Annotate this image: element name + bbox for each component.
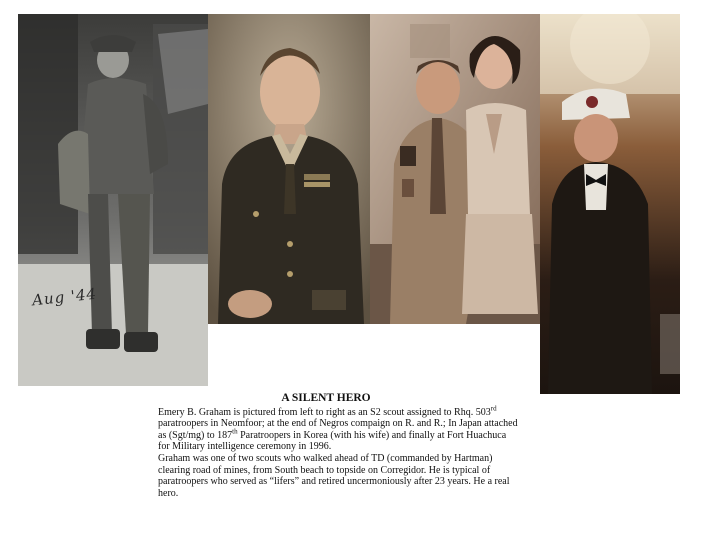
- caption-line: Graham was one of two scouts who walked ahead of TD (commanded by Hartman): [158, 452, 493, 464]
- caption-line: paratroopers who served as “lifers” and retired uncermoniously after 23 years. He a real: [158, 476, 510, 488]
- caption-line: clearing road of mines, from South beach to topside on Corregidor. He is typical of: [158, 464, 491, 476]
- caption-superscript: rd: [490, 404, 497, 413]
- caption-superscript: th: [232, 427, 238, 436]
- photo-date-handwriting: Aug '44: [31, 284, 98, 310]
- scout-photo-image: [18, 14, 208, 386]
- scout-photo: [18, 14, 208, 386]
- caption-text: as (Sgt/mg) to 187: [158, 429, 233, 441]
- caption-line: [158, 404, 564, 419]
- caption-title: A SILENT HERO: [281, 392, 371, 404]
- caption-text: Emery B. Graham is pictured from left to right as an S2 scout assigned to Rhq. 503: [158, 406, 491, 418]
- portrait-photo-image: [208, 14, 370, 324]
- caption-block: [158, 393, 564, 499]
- caption-line: paratroopers in Neomfoor; at the end of Negros compaign on R. and R.; In Japan attached: [158, 418, 518, 430]
- portrait-photo: [208, 14, 370, 324]
- ceremony-photo: [540, 14, 680, 394]
- ceremony-photo-image: [540, 14, 680, 394]
- couple-photo: [370, 14, 540, 324]
- caption-line: hero.: [158, 487, 179, 499]
- caption-text: Paratroopers in Korea (with his wife) and finally at Fort Huachuca: [237, 429, 507, 441]
- caption-line: [158, 427, 564, 442]
- caption-line: for Military intelligence ceremony in 1996.: [158, 441, 332, 453]
- couple-photo-image: [370, 14, 540, 324]
